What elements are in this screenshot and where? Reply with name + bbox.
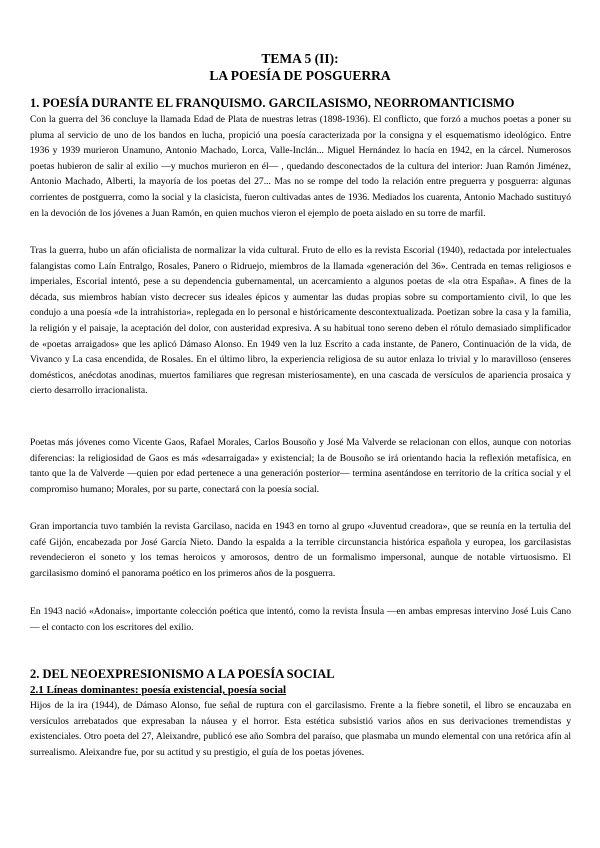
section-1-paragraph-2: Tras la guerra, hubo un afán oficialista de normalizar la vida cultural. Fruto de ello es la revista Escorial (1940), redactada por intelectuales falangistas como Laín Entralgo, Rosales, Panero o Ridruejo, miembros de la llamada «generación del 36». Centrada en temas religiosos e imperiales, Escorial intentó, pese a su dependencia gubernamental, un acercamiento a algunos poetas de «la otra España». A fines de la década, sus miembros habían visto decrecer sus ideales épicos y aumentar las dudas propias sobre su comportamiento civil, lo que les condujo a una poesía «de la intrahistoria», replegada en lo personal e históricamente descontextualizada. Poetizan sobre la casa y la familia, la religión y el paisaje, la aceptación del dolor, con austeridad expresiva. A su habitual tono sereno deben el rótulo demasiado simplificador de «poetas arraigados» que les aplicó Dámaso Alonso. En 1949 ven la luz Escrito a cada instante, de Panero, Continuación de la vida, de Vivanco y La casa encendida, de Rosales. En el último libro, la experiencia religiosa de su autor enlaza lo trivial y lo maravilloso (enseres domésticos, anécdotas anodinas, muertos familiares que regresan misteriosamente), en una cascada de versículos de apariencia prosaica y cierto desarrollo irracionalista. bbox=[30, 245, 571, 397]
section-1-heading: 1. POESÍA DURANTE EL FRANQUISMO. GARCILASISMO, NEORROMANTICISMO bbox=[30, 96, 515, 110]
section-1-paragraph-1: Con la guerra del 36 concluye la llamada Edad de Plata de nuestras letras (1898-1936). El conflicto, que forzó a muchos poetas a poner su pluma al servicio de uno de los bandos en lucha, propició una poesía caracterizada por la consigna y el esquematismo ideológico. Entre 1936 y 1939 murieron Unamuno, Antonio Machado, Lorca, Valle-Inclán... Miguel Hernández lo hacía en 1942, en la cárcel. Numerosos poetas hubieron de salir al exilio —y muchos murieron en él— , quedando desconectados de la cultura del interior: Juan Ramón Jiménez, Antonio Machado, Alberti, la mayoría de los poetas del 27... Mas no se rompe del todo la relación entre preguerra y posguerra: algunas corrientes de postguerra, como la social y la clasicista, fueron cultivadas antes de 1936. Mediados los cuarenta, Antonio Machado sustituyó en la devoción de los jóvenes a Juan Ramón, en quien muchos vieron el ejemplo de poeta aislado en su torre de marfil. bbox=[30, 114, 571, 219]
section-2-heading: 2. DEL NEOEXPRESIONISMO A LA POESÍA SOCIAL bbox=[30, 667, 335, 681]
title-line-1: TEMA 5 (II): bbox=[261, 51, 339, 66]
section-1-paragraph-5: En 1943 nació «Adonais», importante colección poética que intentó, como la revista Ínsula —en ambas empresas intervino José Luis Cano— el contacto con los escritores del exilio. bbox=[30, 606, 571, 633]
section-1-paragraph-3: Poetas más jóvenes como Vicente Gaos, Rafael Morales, Carlos Bousoño y José Ma Valverde se relacionan con ellos, aunque con notorias diferencias: la religiosidad de Gaos es más «desarraigada» y existencial; la de Bousoño se irá orientando hacia la reflexión metafísica, en tanto que la de Valverde —quien por edad pertenece a una generación posterior— termina asentándose en territorio de la crítica social y el compromiso humano; Morales, por su parte, conectará con la poesía social. bbox=[30, 437, 571, 495]
title-line-2: LA POESÍA DE POSGUERRA bbox=[209, 68, 391, 83]
section-2-1-subheading: 2.1 Líneas dominantes: poesía existencial, poesía social bbox=[30, 684, 287, 696]
section-2-paragraph-1: Hijos de la ira (1944), de Dámaso Alonso, fue señal de ruptura con el garcilasismo. Frente a la fiebre sonetil, el libro se encauzaba en versículos arrebatados que expresaban la náusea y el horror. Esta estética subsistió varios años en sus derivaciones tremendistas y existenciales. Otro poeta del 27, Aleixandre, publicó ese año Sombra del paraíso, que plasmaba un mundo elemental con una retórica afín al surrealismo. Aleixandre fue, por su actitud y su prestigio, el guía de los poetas jóvenes. bbox=[30, 700, 571, 758]
section-1-paragraph-4: Gran importancia tuvo también la revista Garcilaso, nacida en 1943 en torno al grupo «Juventud creadora», que se reunía en la tertulia del café Gijón, encabezada por José García Nieto. Dando la espalda a la terrible circunstancia histórica española y europea, los garcilasistas revendecieron el soneto y los temas heroicos y amorosos, dentro de un formalismo impersonal, aunque de notable virtuosismo. El garcilasismo dominó el panorama poético en los primeros años de la posguerra. bbox=[30, 521, 571, 579]
